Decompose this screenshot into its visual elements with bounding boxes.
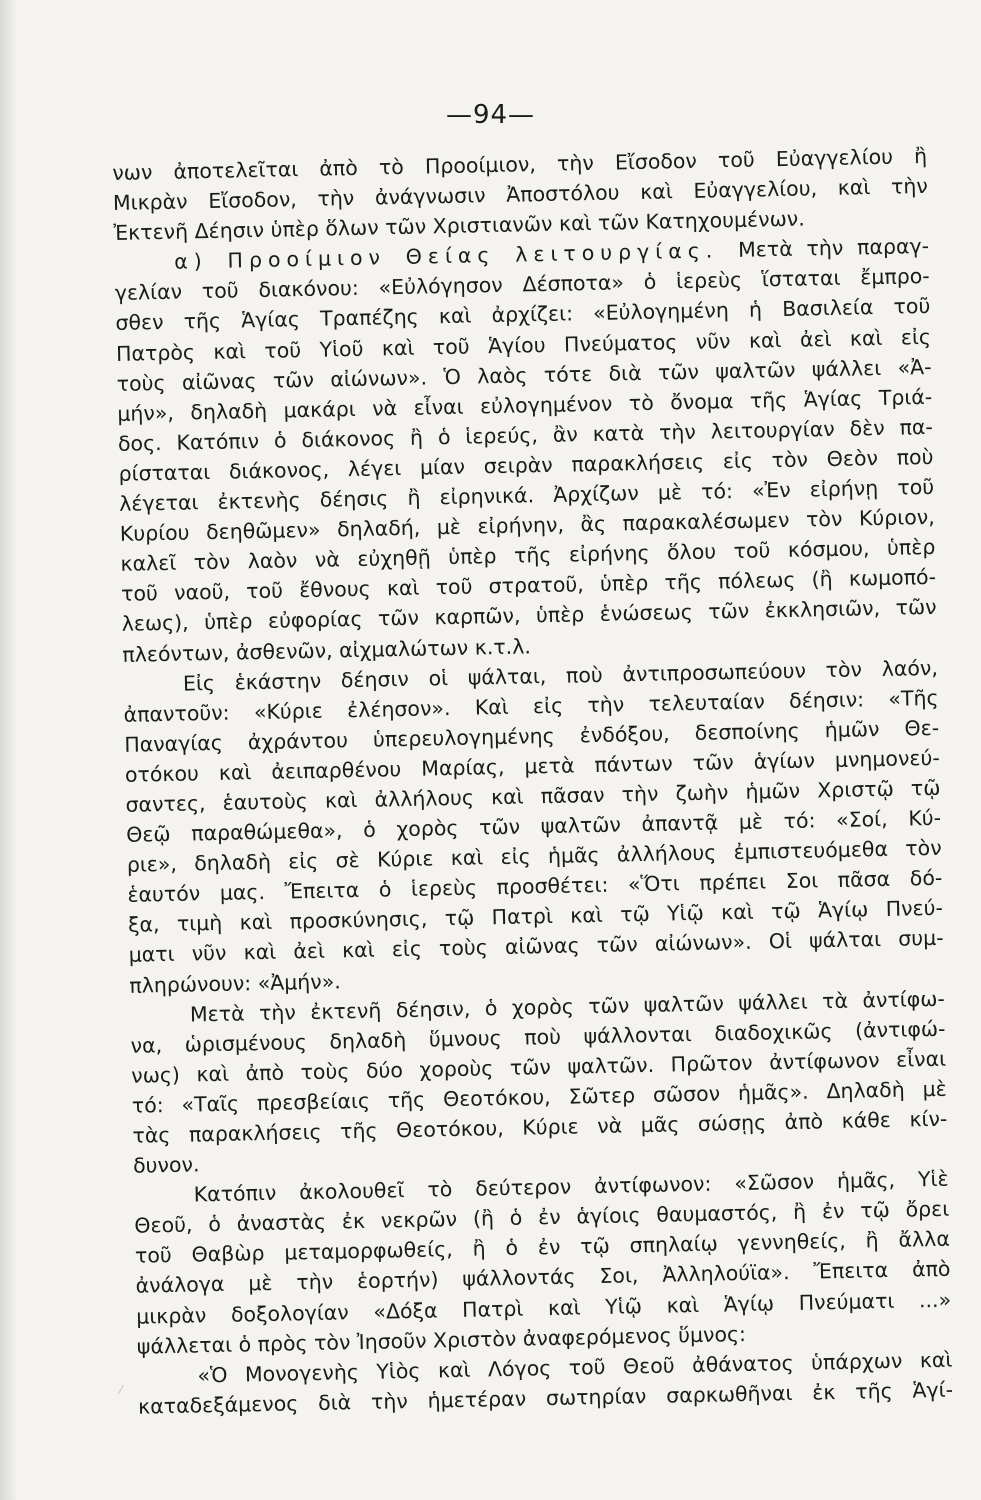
text-line: ἑαυτόν μας. Ἔπειτα ὁ ἱερεὺς προσθέτει: «Ὅτι πρέπει Σοι πᾶσα δό- xyxy=(127,866,943,908)
body-text xyxy=(112,141,953,1422)
text-line: ἀνάλογα μὲ τὴν ἑορτήν) ψάλλοντάς Σοι, Ἀλληλούϊα». Ἔπειτα ἀπὸ xyxy=(135,1257,951,1299)
text-line: Θεοῦ, ὁ ἀναστὰς ἐκ νεκρῶν (ἢ ὁ ἐν ἁγίοις θαυμαστός, ἢ ἐν τῷ ὄρει xyxy=(134,1196,950,1239)
text-line: σθεν τῆς Ἁγίας Τραπέζης καὶ ἀρχίζει: «Εὐλογημένη ἡ Βασιλεία τοῦ xyxy=(115,294,931,336)
text-line: ματι νῦν καὶ ἀεὶ καὶ εἰς τοὺς αἰῶνας τῶν αἰώνων». Οἱ ψάλται συμ- xyxy=(128,926,944,968)
text-line: Εἰς ἑκάστην δέησιν οἱ ψάλται, ποὺ ἀντιπροσωπεύουν τὸν λαόν, xyxy=(182,655,939,696)
text-line: δυνον. xyxy=(132,1152,200,1178)
text-line: Κυρίου δεηθῶμεν» δηλαδή, μὲ εἰρήνην, ἂς παρακαλέσωμεν τὸν Κύριον, xyxy=(119,504,935,547)
text-line: γελίαν τοῦ διακόνου: «Εὐλόγησον Δέσποτα» ὁ ἱερεὺς ἵσταται ἔμπρο- xyxy=(114,264,930,306)
text-line: τό: «Ταῖς πρεσβείαις τῆς Θεοτόκου, Σῶτερ σῶσον ἡμᾶς». Δηλαδὴ μὲ xyxy=(131,1076,947,1118)
text-line: Μικρὰν Εἴσοδον, τὴν ἀνάγνωσιν Ἀποστόλου καὶ Εὐαγγελίου, καὶ τὴν xyxy=(112,174,929,216)
text-line: σαντες, ἑαυτοὺς καὶ ἀλλήλους καὶ πᾶσαν τὴν ζωὴν ἡμῶν Χριστῷ τῷ xyxy=(125,775,941,817)
section-heading-line: α) Προοίμιον Θείας λειτουργίας. Μετὰ τὴν παραγ- xyxy=(173,234,930,274)
text-line: πληρώνουν: «Ἀμήν». xyxy=(129,968,342,998)
text-line: ρίσταται διάκονος, λέγει μίαν σειρὰν παρακλήσεις εἰς τὸν Θεὸν ποὺ xyxy=(118,444,934,486)
text-line: τοὺς αἰῶνας τῶν αἰώνων». Ὁ λαὸς τότε διὰ τῶν ψαλτῶν ψάλλει «Ἀ- xyxy=(116,354,932,396)
text-line: νων ἀποτελεῖται ἀπὸ τὸ Προοίμιον, τὴν Εἴσοδον τοῦ Εὐαγγελίου ἢ xyxy=(112,143,928,185)
text-line: ριε», δηλαδὴ εἰς σὲ Κύριε καὶ εἰς ἡμᾶς ἀλλήλους ἐμπιστευόμεθα τὸν xyxy=(126,835,942,877)
text-line: καλεῖ τὸν λαὸν νὰ εὐχηθῇ ὑπὲρ τῆς εἰρήνης ὅλου τοῦ κόσμου, ὑπὲρ xyxy=(120,535,936,577)
text-line: μικρὰν δοξολογίαν «Δόξα Πατρὶ καὶ Υἱῷ καὶ Ἁγίῳ Πνεύματι ...» xyxy=(136,1287,952,1329)
text-line: πλεόντων, ἀσθενῶν, αἰχμαλώτων κ.τ.λ. xyxy=(122,633,532,667)
text-line: μήν», δηλαδὴ μακάρι νὰ εἶναι εὐλογημένον τὸ ὄνομα τῆς Ἁγίας Τριά- xyxy=(117,384,933,426)
text-line: οτόκου καὶ ἀειπαρθένου Μαρίας, μετὰ πάντων τῶν ἁγίων μνημονεύ- xyxy=(124,745,940,787)
text-line: ξα, τιμὴ καὶ προσκύνησις, τῷ Πατρὶ καὶ τῷ Υἱῷ καὶ τῷ Ἁγίῳ Πνεύ- xyxy=(127,896,944,938)
text-line: νως) καὶ ἀπὸ τοὺς δύο χοροὺς τῶν ψαλτῶν. Πρῶτον ἀντίφωνον εἶναι xyxy=(130,1046,947,1088)
text-line: να, ὡρισμένους δηλαδὴ ὕμνους ποὺ ψάλλονται διαδοχικῶς (ἀντιφώ- xyxy=(130,1016,946,1058)
text-line: «Ὁ Μονογενὴς Υἱὸς καὶ Λόγος τοῦ Θεοῦ ἀθάνατος ὑπάρχων καὶ xyxy=(197,1347,953,1388)
text-line: τὰς παρακλήσεις τῆς Θεοτόκου, Κύριε νὰ μᾶς σώσῃς ἀπὸ κάθε κίν- xyxy=(132,1106,948,1148)
page-edge-shadow xyxy=(0,0,18,1500)
text-line: λεως), ὑπὲρ εὐφορίας τῶν καρπῶν, ὑπὲρ ἑνώσεως τῶν ἐκκλησιῶν, τῶν xyxy=(121,595,937,637)
text-line: καταδεξάμενος διὰ τὴν ἡμετέραν σωτηρίαν σαρκωθῆναι ἐκ τῆς Ἁγί- xyxy=(137,1377,954,1419)
text-line: ψάλλεται ὁ πρὸς τὸν Ἰησοῦν Χριστὸν ἀναφερόμενος ὕμνος: xyxy=(136,1321,747,1359)
text-line: Ἐκτενῆ Δέησιν ὑπὲρ ὅλων τῶν Χριστιανῶν καὶ τῶν Κατηχουμένων. xyxy=(113,206,805,246)
text-line: τοῦ ναοῦ, τοῦ ἔθνους καὶ τοῦ στρατοῦ, ὑπὲρ τῆς πόλεως (ἢ κωμοπό- xyxy=(120,565,937,607)
text-line: Κατόπιν ἀκολουθεῖ τὸ δεύτερον ἀντίφωνον: «Σῶσον ἡμᾶς, Υἱὲ xyxy=(193,1166,949,1207)
text-line: Πατρὸς καὶ τοῦ Υἱοῦ καὶ τοῦ Ἁγίου Πνεύματος νῦν καὶ ἀεὶ καὶ εἰς xyxy=(115,324,932,366)
text-line: ἀπαντοῦν: «Κύριε ἐλέησον». Καὶ εἰς τὴν τελευταίαν δέησιν: «Τῆς xyxy=(123,685,939,727)
scan-mark xyxy=(118,1385,129,1397)
page-number: —94— xyxy=(445,100,536,130)
text-line: τοῦ Θαβὼρ μεταμορφωθείς, ἢ ὁ ἐν τῷ σπηλαίῳ γεννηθείς, ἢ ἄλλα xyxy=(134,1227,951,1269)
text-line: Παναγίας ἀχράντου ὑπερευλογημένης ἐνδόξου, δεσποίνης ἡμῶν Θε- xyxy=(124,715,940,757)
text-line: Θεῷ παραθώμεθα», ὁ χορὸς τῶν ψαλτῶν ἀπαντᾷ μὲ τό: «Σοί, Κύ- xyxy=(125,805,942,847)
text-line: δος. Κατόπιν ὁ διάκονος ἢ ὁ ἱερεύς, ἂν κατὰ τὴν λειτουργίαν δὲν πα- xyxy=(117,414,934,456)
text-line: λέγεται ἐκτενὴς δέησις ἢ εἰρηνικά. Ἀρχίζων μὲ τό: «Ἐν εἰρήνῃ τοῦ xyxy=(118,474,935,516)
text-line: Μετὰ τὴν ἐκτενῆ δέησιν, ὁ χορὸς τῶν ψαλτῶν ψάλλει τὰ ἀντίφω- xyxy=(189,986,946,1027)
